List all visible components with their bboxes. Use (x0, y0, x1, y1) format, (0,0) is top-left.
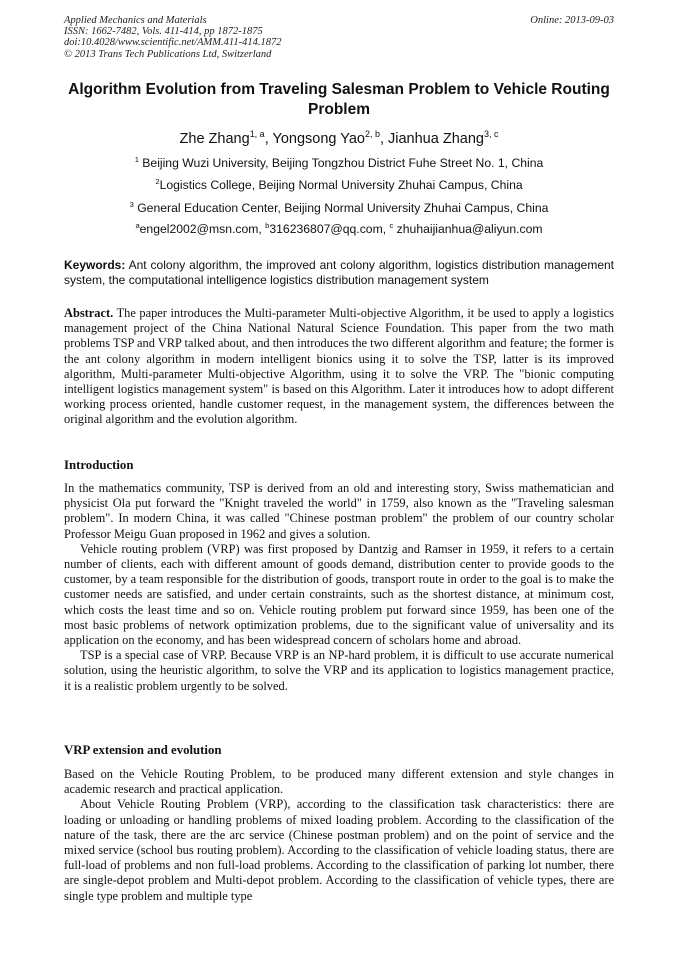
abstract-text: The paper introduces the Multi-parameter Multi-objective Algorithm, it be used to apply a logistics management project of the China National Natural Science Foundation. This paper from the two math problems TSP and VRP talked about, and then introduces the two different algorithm and feature; the former is the ant colony algorithm in modern intelligent bionics using it to solve the TSP, latter is its improved algorithm, Multi-parameter Multi-objective Algorithm, using it to solve the VRP. The "bionic computing intelligent logistics management system" is based on this Algorithm. Later it introduces how to adopt different working process oriented, handle customer request, in the management system, the differences between the original algorithm and the evolution algorithm. (64, 306, 614, 427)
author: Jianhua Zhang (388, 131, 484, 147)
abstract (64, 306, 614, 428)
author-sup: 2, b (364, 129, 380, 140)
keywords (64, 258, 614, 288)
affiliation-sup: 3 (129, 199, 134, 209)
email: 316236807@qq.com, (269, 222, 390, 236)
journal-name: Applied Mechanics and Materials (64, 15, 207, 26)
doi-line: doi:10.4028/www.scientific.net/AMM.411-414.1872 (64, 37, 282, 49)
email: engel2002@msn.com, (139, 222, 266, 236)
affiliation-text: General Education Center, Beijing Normal University Zhuhai Campus, China (137, 201, 549, 215)
author: Yongsong Yao (272, 131, 365, 147)
email-sup: c (389, 220, 394, 230)
keywords-label: Keywords: (64, 258, 126, 272)
paper-title: Algorithm Evolution from Traveling Salesman Problem to Vehicle Routing Problem (68, 81, 610, 118)
affiliation (64, 178, 614, 193)
author: Zhe Zhang (179, 131, 250, 147)
author-list (64, 130, 614, 148)
email-sup: b (265, 220, 270, 230)
paragraph: Based on the Vehicle Routing Problem, to be produced many different extension and style changes in academic research and practical application. (64, 767, 614, 797)
author-sup: 3, c (483, 129, 499, 140)
email-list (64, 222, 614, 237)
online-date: Online: 2013-09-03 (530, 15, 614, 26)
paragraph: TSP is a special case of VRP. Because VRP is an NP-hard problem, it is difficult to use accurate numerical solution, using the heuristic algorithm, to solve the VRP and its application to logistics management practice, it is a realistic problem urgently to be solved. (64, 648, 614, 693)
affiliation (64, 156, 614, 171)
section-heading-vrp: VRP extension and evolution (64, 743, 222, 757)
paragraph: Vehicle routing problem (VRP) was first proposed by Dantzig and Ramser in 1959, it refers to a certain number of clients, each with different amount of goods demand, distribution center to provide goods to the customer, by a team responsible for the distribution of goods, transport route in order to the goal is to make the customer needs are satisfied, and under certain constraints, such as the shortest distance, at minimum cost, which costs the least time and so on. Vehicle routing problem put forward since 1959, has been one of the most basic problems of network optimization problems, due to the significant value of universality and its application on the economy, and has been widespread concern of scholars home and abroad. (64, 541, 614, 648)
keywords-text: Ant colony algorithm, the improved ant colony algorithm, logistics distribution management system, the computational intelligence logistics distribution management system (64, 258, 615, 287)
issn-line: ISSN: 1662-7482, Vols. 411-414, pp 1872-1875 (64, 26, 263, 38)
introduction-body (64, 481, 614, 694)
author-separator: , (379, 131, 389, 147)
affiliation-sup: 1 (134, 154, 139, 164)
affiliation-sup: 2 (155, 176, 160, 186)
paragraph: In the mathematics community, TSP is derived from an old and interesting story, Swiss mathematician and physicist Ola put forward the "Knight traveled the world" in 1759, also known as the "Traveling salesman problem". In modern China, it was called "Chinese postman problem" the problem of our country scholar Professor Meigu Guan proposed in 1962 and gives a solution. (64, 481, 614, 541)
author-separator: , (264, 131, 273, 147)
journal-header (64, 15, 281, 60)
author-sup: 1, a (249, 129, 265, 140)
affiliation-text: Logistics College, Beijing Normal University Zhuhai Campus, China (159, 178, 523, 192)
section-heading-introduction: Introduction (64, 458, 134, 472)
paragraph: About Vehicle Routing Problem (VRP), according to the classification task characteristics: there are loading or unloading or handling problems of mixed loading problem. According to the classification of the nature of the task, there are the arc service (Chinese postman problem) and on the point of service and the mixed service (school bus routing problem). According to the classification of vehicle loading status, there are full-load of problems and non full-load problems. According to the classification of parking lot number, there are single-depot problem and Multi-depot problem. According to the classification of vehicle types, there are single type problem and multiple type (64, 797, 614, 903)
vrp-section-body (64, 767, 614, 904)
email-sup: a (135, 220, 140, 230)
copyright-line: © 2013 Trans Tech Publications Ltd, Switzerland (64, 48, 272, 60)
affiliation-text: Beijing Wuzi University, Beijing Tongzhou District Fuhe Street No. 1, China (142, 156, 544, 170)
affiliation (64, 201, 614, 216)
abstract-label: Abstract. (64, 306, 114, 320)
email: zhuhaijianhua@aliyun.com (396, 222, 543, 236)
